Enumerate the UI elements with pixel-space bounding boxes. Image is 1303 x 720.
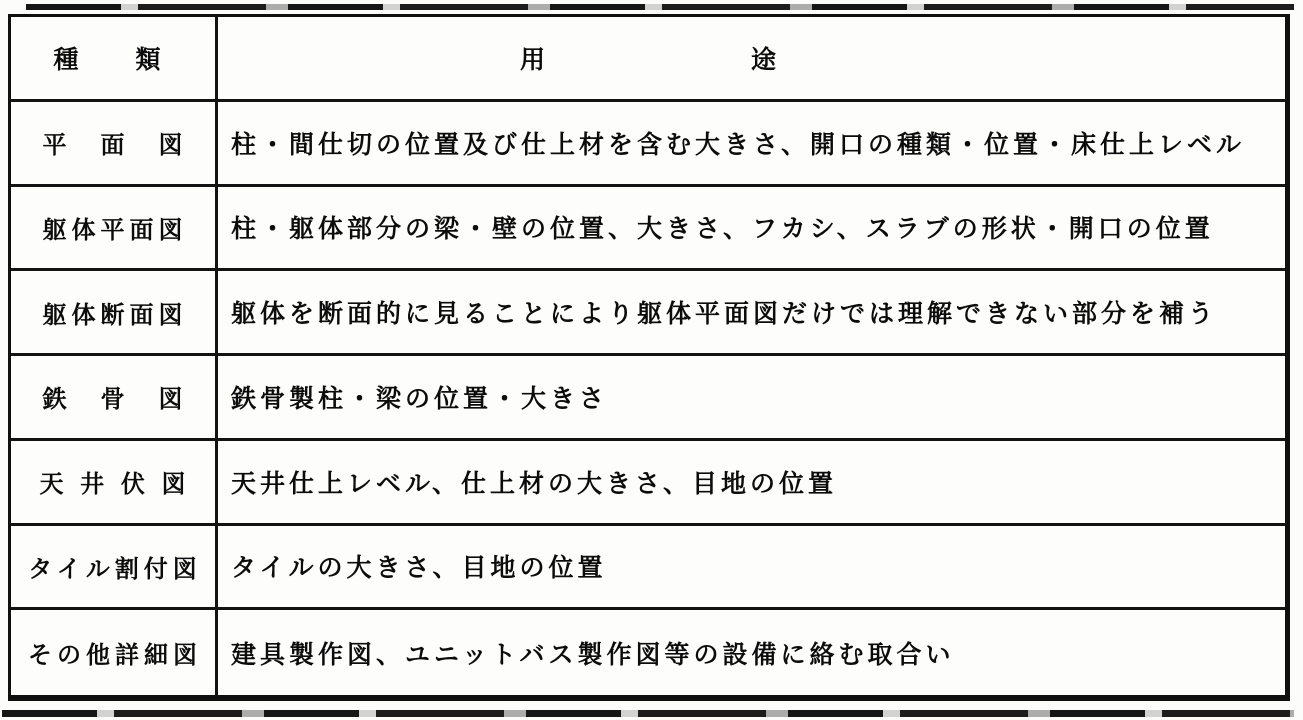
usage-cell: 天井仕上レベル、仕上材の大きさ、目地の位置 — [231, 469, 838, 498]
table-row-tenjofusezu — [11, 441, 1285, 526]
type-cell: 躯体平面図 — [11, 187, 218, 269]
usage-cell: 鉄骨製柱・梁の位置・大きさ — [231, 384, 609, 413]
column-header-usage: 用途 — [520, 45, 983, 74]
column-header-type: 種 類 — [11, 17, 218, 99]
usage-cell: 躯体を断面的に見ることにより躯体平面図だけでは理解できない部分を補う — [231, 300, 1218, 329]
scan-artifact-line-bottom — [2, 710, 1294, 717]
type-cell: 躯体断面図 — [11, 271, 218, 353]
usage-cell: 柱・間仕切の位置及び仕上材を含む大きさ、開口の種類・位置・床仕上レベル — [231, 130, 1246, 159]
usage-cell: タイルの大きさ、目地の位置 — [231, 554, 607, 583]
table-row-tile-warizuke — [11, 526, 1285, 611]
table-row-tekkotsuzu — [11, 356, 1285, 441]
type-cell: 鉄 骨 図 — [11, 356, 218, 438]
usage-cell: 柱・躯体部分の梁・壁の位置、大きさ、フカシ、スラブの形状・開口の位置 — [231, 215, 1214, 244]
table-header-row — [11, 17, 1285, 102]
table-row-kutai-danmenzu — [11, 271, 1285, 356]
type-cell: タイル割付図 — [11, 526, 218, 608]
table-row-heimenzu — [11, 102, 1285, 187]
scan-artifact-line-top — [26, 4, 1294, 10]
usage-cell: 建具製作図、ユニットバス製作図等の設備に絡む取合い — [231, 640, 955, 669]
type-cell: 平 面 図 — [11, 102, 218, 184]
drawing-types-table — [8, 14, 1290, 701]
table-row-kutai-heimenzu — [11, 187, 1285, 272]
table-row-sonota-shosaizu — [11, 610, 1285, 695]
type-cell: 天 井 伏 図 — [11, 441, 218, 523]
type-cell: その他詳細図 — [11, 610, 218, 695]
